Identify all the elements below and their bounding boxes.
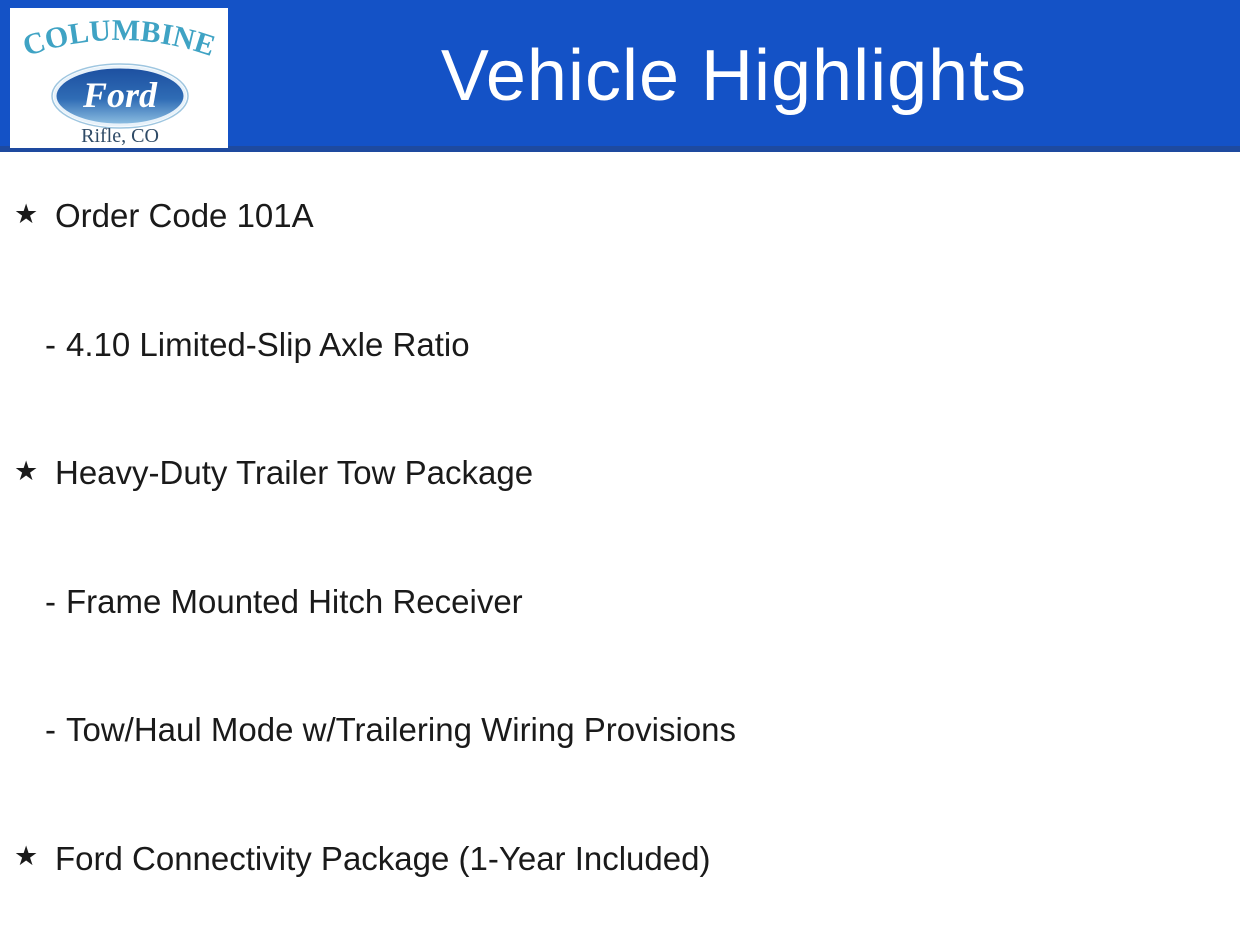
highlights-list [0, 152, 1240, 923]
page-title: Vehicle Highlights [440, 36, 1028, 116]
header-banner [0, 0, 1240, 152]
title-area [228, 0, 1240, 152]
logo-dealer-name: COLUMBINE [18, 13, 220, 63]
list-item-text: Frame Mounted Hitch Receiver [66, 582, 523, 620]
list-item [0, 409, 1240, 538]
list-subitem [0, 666, 1240, 795]
list-subitem [0, 538, 1240, 667]
star-bullet-icon: ★ [14, 455, 39, 486]
dash-bullet: - [45, 582, 56, 620]
list-item-text: Heavy-Duty Trailer Tow Package [55, 454, 534, 492]
dealer-logo [10, 8, 228, 148]
star-bullet-icon: ★ [14, 198, 39, 229]
list-subitem [0, 281, 1240, 410]
star-bullet-icon: ★ [14, 841, 39, 872]
dealer-logo-graphic [10, 8, 228, 148]
list-item [0, 795, 1240, 924]
list-item-text: Order Code 101A [55, 197, 314, 235]
logo-location: Rifle, CO [81, 125, 159, 147]
ford-logo-script: Ford [82, 75, 158, 115]
list-item [0, 152, 1240, 281]
list-item-text: Tow/Haul Mode w/Trailering Wiring Provisions [66, 711, 736, 749]
dash-bullet: - [45, 711, 56, 749]
list-item-text: 4.10 Limited-Slip Axle Ratio [66, 325, 470, 363]
dash-bullet: - [45, 325, 56, 363]
list-item-text: Ford Connectivity Package (1-Year Included) [55, 839, 711, 877]
